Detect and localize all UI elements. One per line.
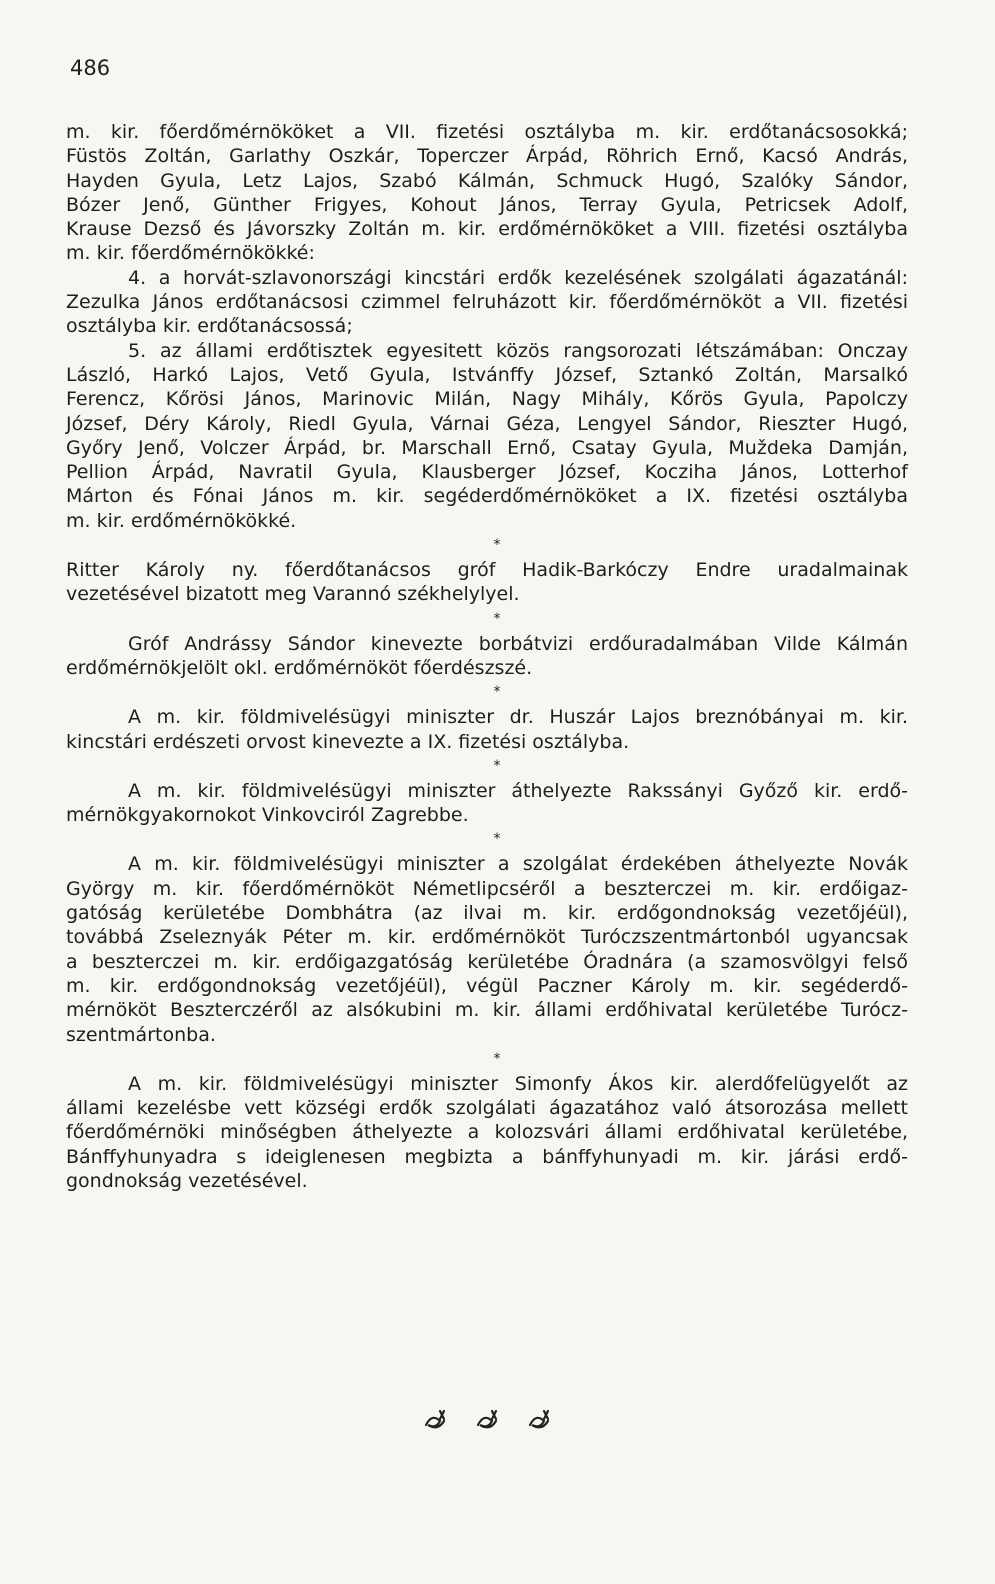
text-line: állami kezelésbe vett községi erdők szolgálati ágazatához való átsorozása mellett xyxy=(66,1097,908,1120)
text-line: 4. a horvát-szlavonországi kincstári erdők kezelésének szolgálati ágazatánál: xyxy=(128,266,908,289)
text-line: László, Harkó Lajos, Vető Gyula, Istvánffy József, Sztankó Zoltán, Marsalkó xyxy=(66,363,908,386)
text-line: A m. kir. földmivelésügyi miniszter áthelyezte Rakssányi Győző kir. erdő- xyxy=(128,779,908,802)
text-line: Pellion Árpád, Navratil Gyula, Klausberger József, Kocziha János, Lotterhof xyxy=(66,461,908,484)
text-line: erdőmérnökjelölt okl. erdőmérnököt főerdészszé. xyxy=(66,656,533,679)
section-separator: * xyxy=(493,684,501,701)
text-line: Ferencz, Kőrösi János, Marinovic Milán, Nagy Mihály, Kőrös Gyula, Papolczy xyxy=(66,388,908,411)
text-line: Bánffyhunyadra s ideiglenesen megbizta a bánffyhunyadi m. kir. járási erdő- xyxy=(66,1145,908,1168)
text-line: Győry Jenő, Volczer Árpád, br. Marschall Ernő, Csatay Gyula, Muždeka Damján, xyxy=(66,436,908,459)
section-separator: * xyxy=(493,610,501,627)
section-separator: * xyxy=(493,757,501,774)
text-line: gondnokság vezetésével. xyxy=(66,1169,308,1192)
text-line: mérnökgyakornokot Vinkovciról Zagrebbe. xyxy=(66,804,469,827)
section-separator: * xyxy=(493,1050,501,1067)
text-line: vezetésével bizatott meg Varannó székhelylyel. xyxy=(66,583,520,606)
text-line: A m. kir. földmivelésügyi miniszter a szolgálat érdekében áthelyezte Novák xyxy=(128,853,908,876)
text-line: kincstári erdészeti orvost kinevezte a IX. fizetési osztályba. xyxy=(66,730,630,753)
text-line: György m. kir. főerdőmérnököt Németlipcséről a beszterczei m. kir. erdőigaz- xyxy=(66,877,908,900)
text-line: Zezulka János erdőtanácsosi czimmel felruházott kir. főerdőmérnököt a VII. fizetési xyxy=(66,291,908,314)
text-line: Márton és Fónai János m. kir. segéderdőmérnököket a IX. fizetési osztályba xyxy=(66,485,908,508)
text-line: József, Déry Károly, Riedl Gyula, Várnai Géza, Lengyel Sándor, Rieszter Hugó, xyxy=(66,412,908,435)
text-line: gatóság kerületébe Dombhátra (az ilvai m. kir. erdőgondnokság vezetőjéül), xyxy=(66,902,908,925)
page-number: 486 xyxy=(70,56,111,80)
section-separator: * xyxy=(493,831,501,848)
text-line: m. kir. erdőmérnökökké. xyxy=(66,509,297,532)
text-line: főerdőmérnöki minőségben áthelyezte a kolozsvári állami erdőhivatal kerületébe, xyxy=(66,1121,908,1144)
text-line: m. kir. főerdőmérnökökké: xyxy=(66,242,315,265)
text-line: Ritter Károly ny. főerdőtanácsos gróf Hadik-Barkóczy Endre uradalmainak xyxy=(66,559,908,582)
text-line: 5. az állami erdőtisztek egyesitett közös rangsorozati létszámában: Onczay xyxy=(128,339,908,362)
text-line: Hayden Gyula, Letz Lajos, Szabó Kálmán, Schmuck Hugó, Szalóky Sándor, xyxy=(66,169,908,192)
text-line: A m. kir. földmivelésügyi miniszter dr. Huszár Lajos breznóbányai m. kir. xyxy=(128,706,908,729)
text-line: m. kir. erdőgondnokság vezetőjéül), végül Paczner Károly m. kir. segéderdő- xyxy=(66,974,908,997)
decorative-ornament-icon xyxy=(418,1405,578,1435)
text-line: osztályba kir. erdőtanácsossá; xyxy=(66,315,353,338)
text-line: továbbá Zseleznyák Péter m. kir. erdőmérnököt Turóczszentmártonból ugyancsak xyxy=(66,926,908,949)
section-separator: * xyxy=(493,537,501,554)
text-line: A m. kir. földmivelésügyi miniszter Simonfy Ákos kir. alerdőfelügyelőt az xyxy=(128,1072,908,1095)
body-text xyxy=(66,120,908,1193)
text-line: Bózer Jenő, Günther Frigyes, Kohout János, Terray Gyula, Petricsek Adolf, xyxy=(66,193,908,216)
text-line: m. kir. főerdőmérnököket a VII. fizetési osztályba m. kir. erdőtanácsosokká; xyxy=(66,121,908,143)
text-line: Krause Dezső és Jávorszky Zoltán m. kir. erdőmérnököket a VIII. fizetési osztályba xyxy=(66,218,908,241)
text-line: Gróf Andrássy Sándor kinevezte borbátvizi erdőuradalmában Vilde Kálmán xyxy=(128,632,908,655)
ornament-vignette xyxy=(0,1405,995,1439)
text-line: Füstös Zoltán, Garlathy Oszkár, Toperczer Árpád, Röhrich Ernő, Kacsó András, xyxy=(66,145,908,168)
text-line: a beszterczei m. kir. erdőigazgatóság kerületébe Óradnára (a szamosvölgyi felső xyxy=(66,950,908,973)
text-line: mérnököt Beszterczéről az alsókubini m. kir. állami erdőhivatal kerületébe Turócz- xyxy=(66,999,908,1022)
text-line: szentmártonba. xyxy=(66,1023,216,1046)
